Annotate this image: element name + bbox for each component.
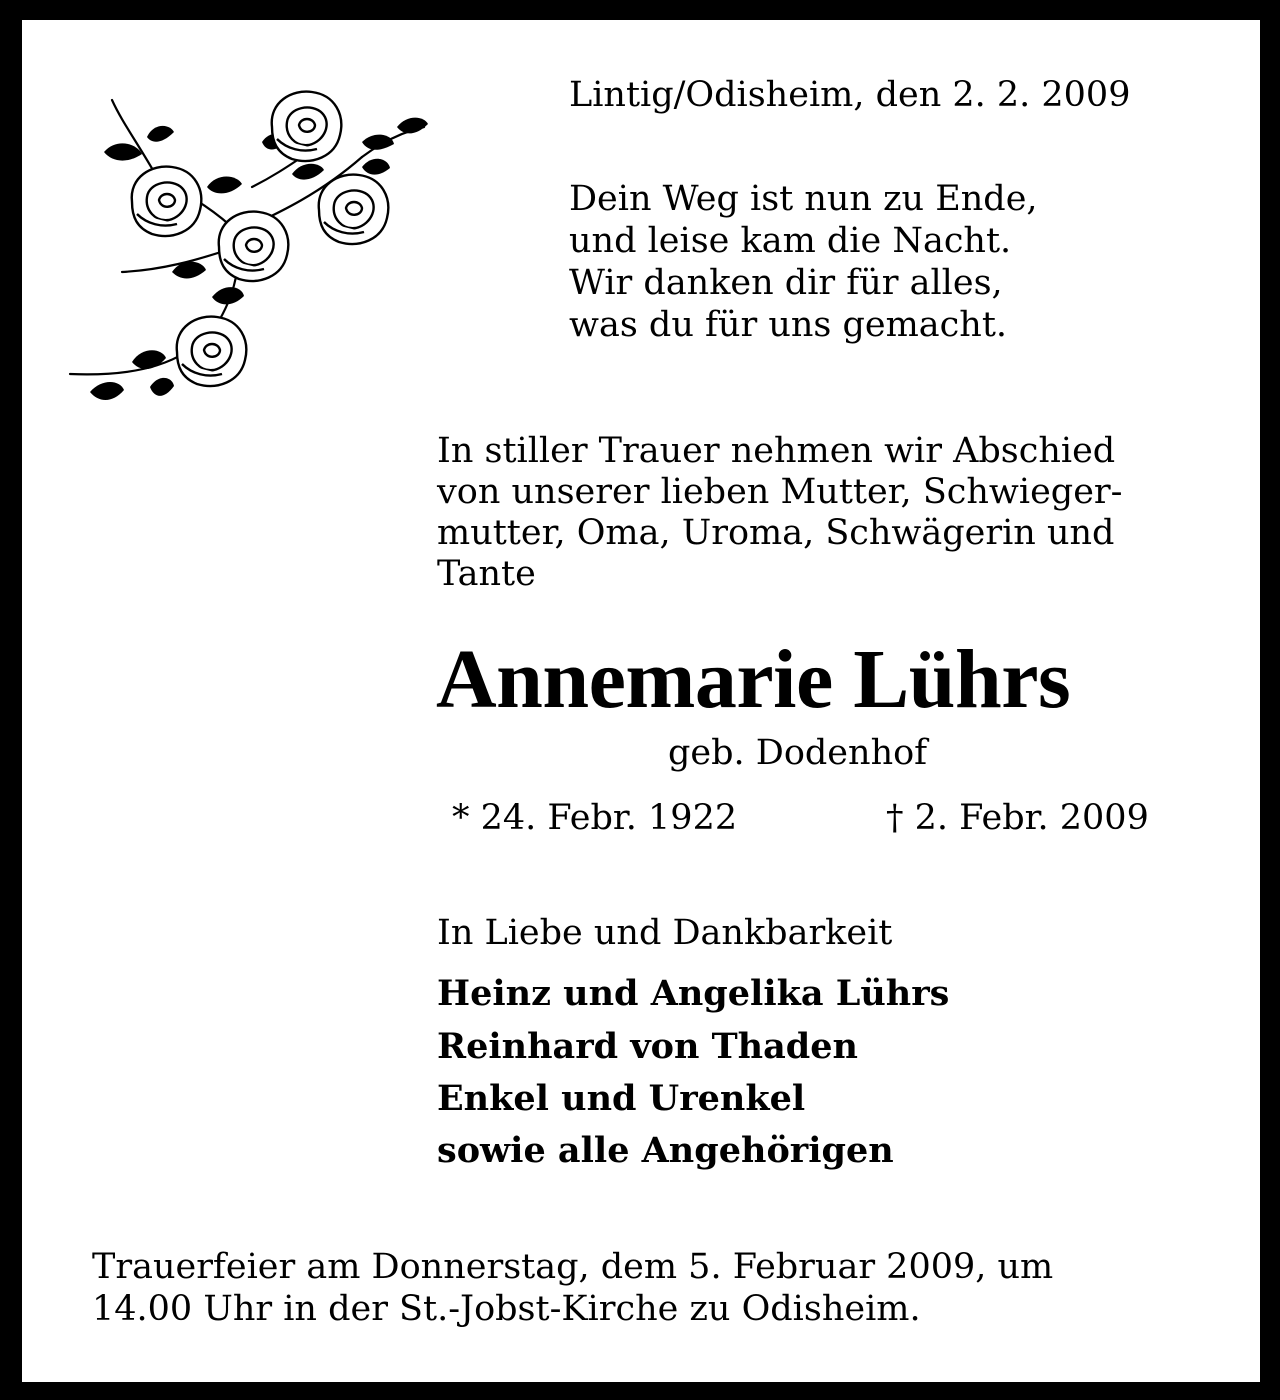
roses-ornament-icon [62,82,442,427]
poem-line: was du für uns gemacht. [569,305,1008,345]
funeral-line: Trauerfeier am Donnerstag, dem 5. Februar 2009, um [92,1247,1054,1287]
poem-line: und leise kam die Nacht. [569,221,1012,261]
birth-date: * 24. Febr. 1922 [452,798,738,838]
mourner-name: sowie alle Angehörigen [437,1130,894,1171]
poem-line: Wir danken dir für alles, [569,263,1003,303]
funeral-line: 14.00 Uhr in der St.-Jobst-Kirche zu Odisheim. [92,1289,921,1329]
poem-line: Dein Weg ist nun zu Ende, [569,179,1038,219]
mourner-name: Reinhard von Thaden [437,1026,858,1067]
mourner-name: Heinz und Angelika Lührs [437,973,950,1014]
announcement-line: mutter, Oma, Uroma, Schwägerin und [437,513,1115,553]
announcement-line: In stiller Trauer nehmen wir Abschied [437,431,1116,471]
announcement-line: von unserer lieben Mutter, Schwieger- [437,472,1123,512]
mourner-name: Enkel und Urenkel [437,1078,806,1119]
maiden-name: geb. Dodenhof [668,733,928,773]
death-date: † 2. Febr. 2009 [886,798,1149,838]
mourners-intro: In Liebe und Dankbarkeit [437,913,893,953]
deceased-name: Annemarie Lührs [436,633,1071,726]
place-date: Lintig/Odisheim, den 2. 2. 2009 [569,75,1131,115]
announcement-line: Tante [437,554,536,594]
